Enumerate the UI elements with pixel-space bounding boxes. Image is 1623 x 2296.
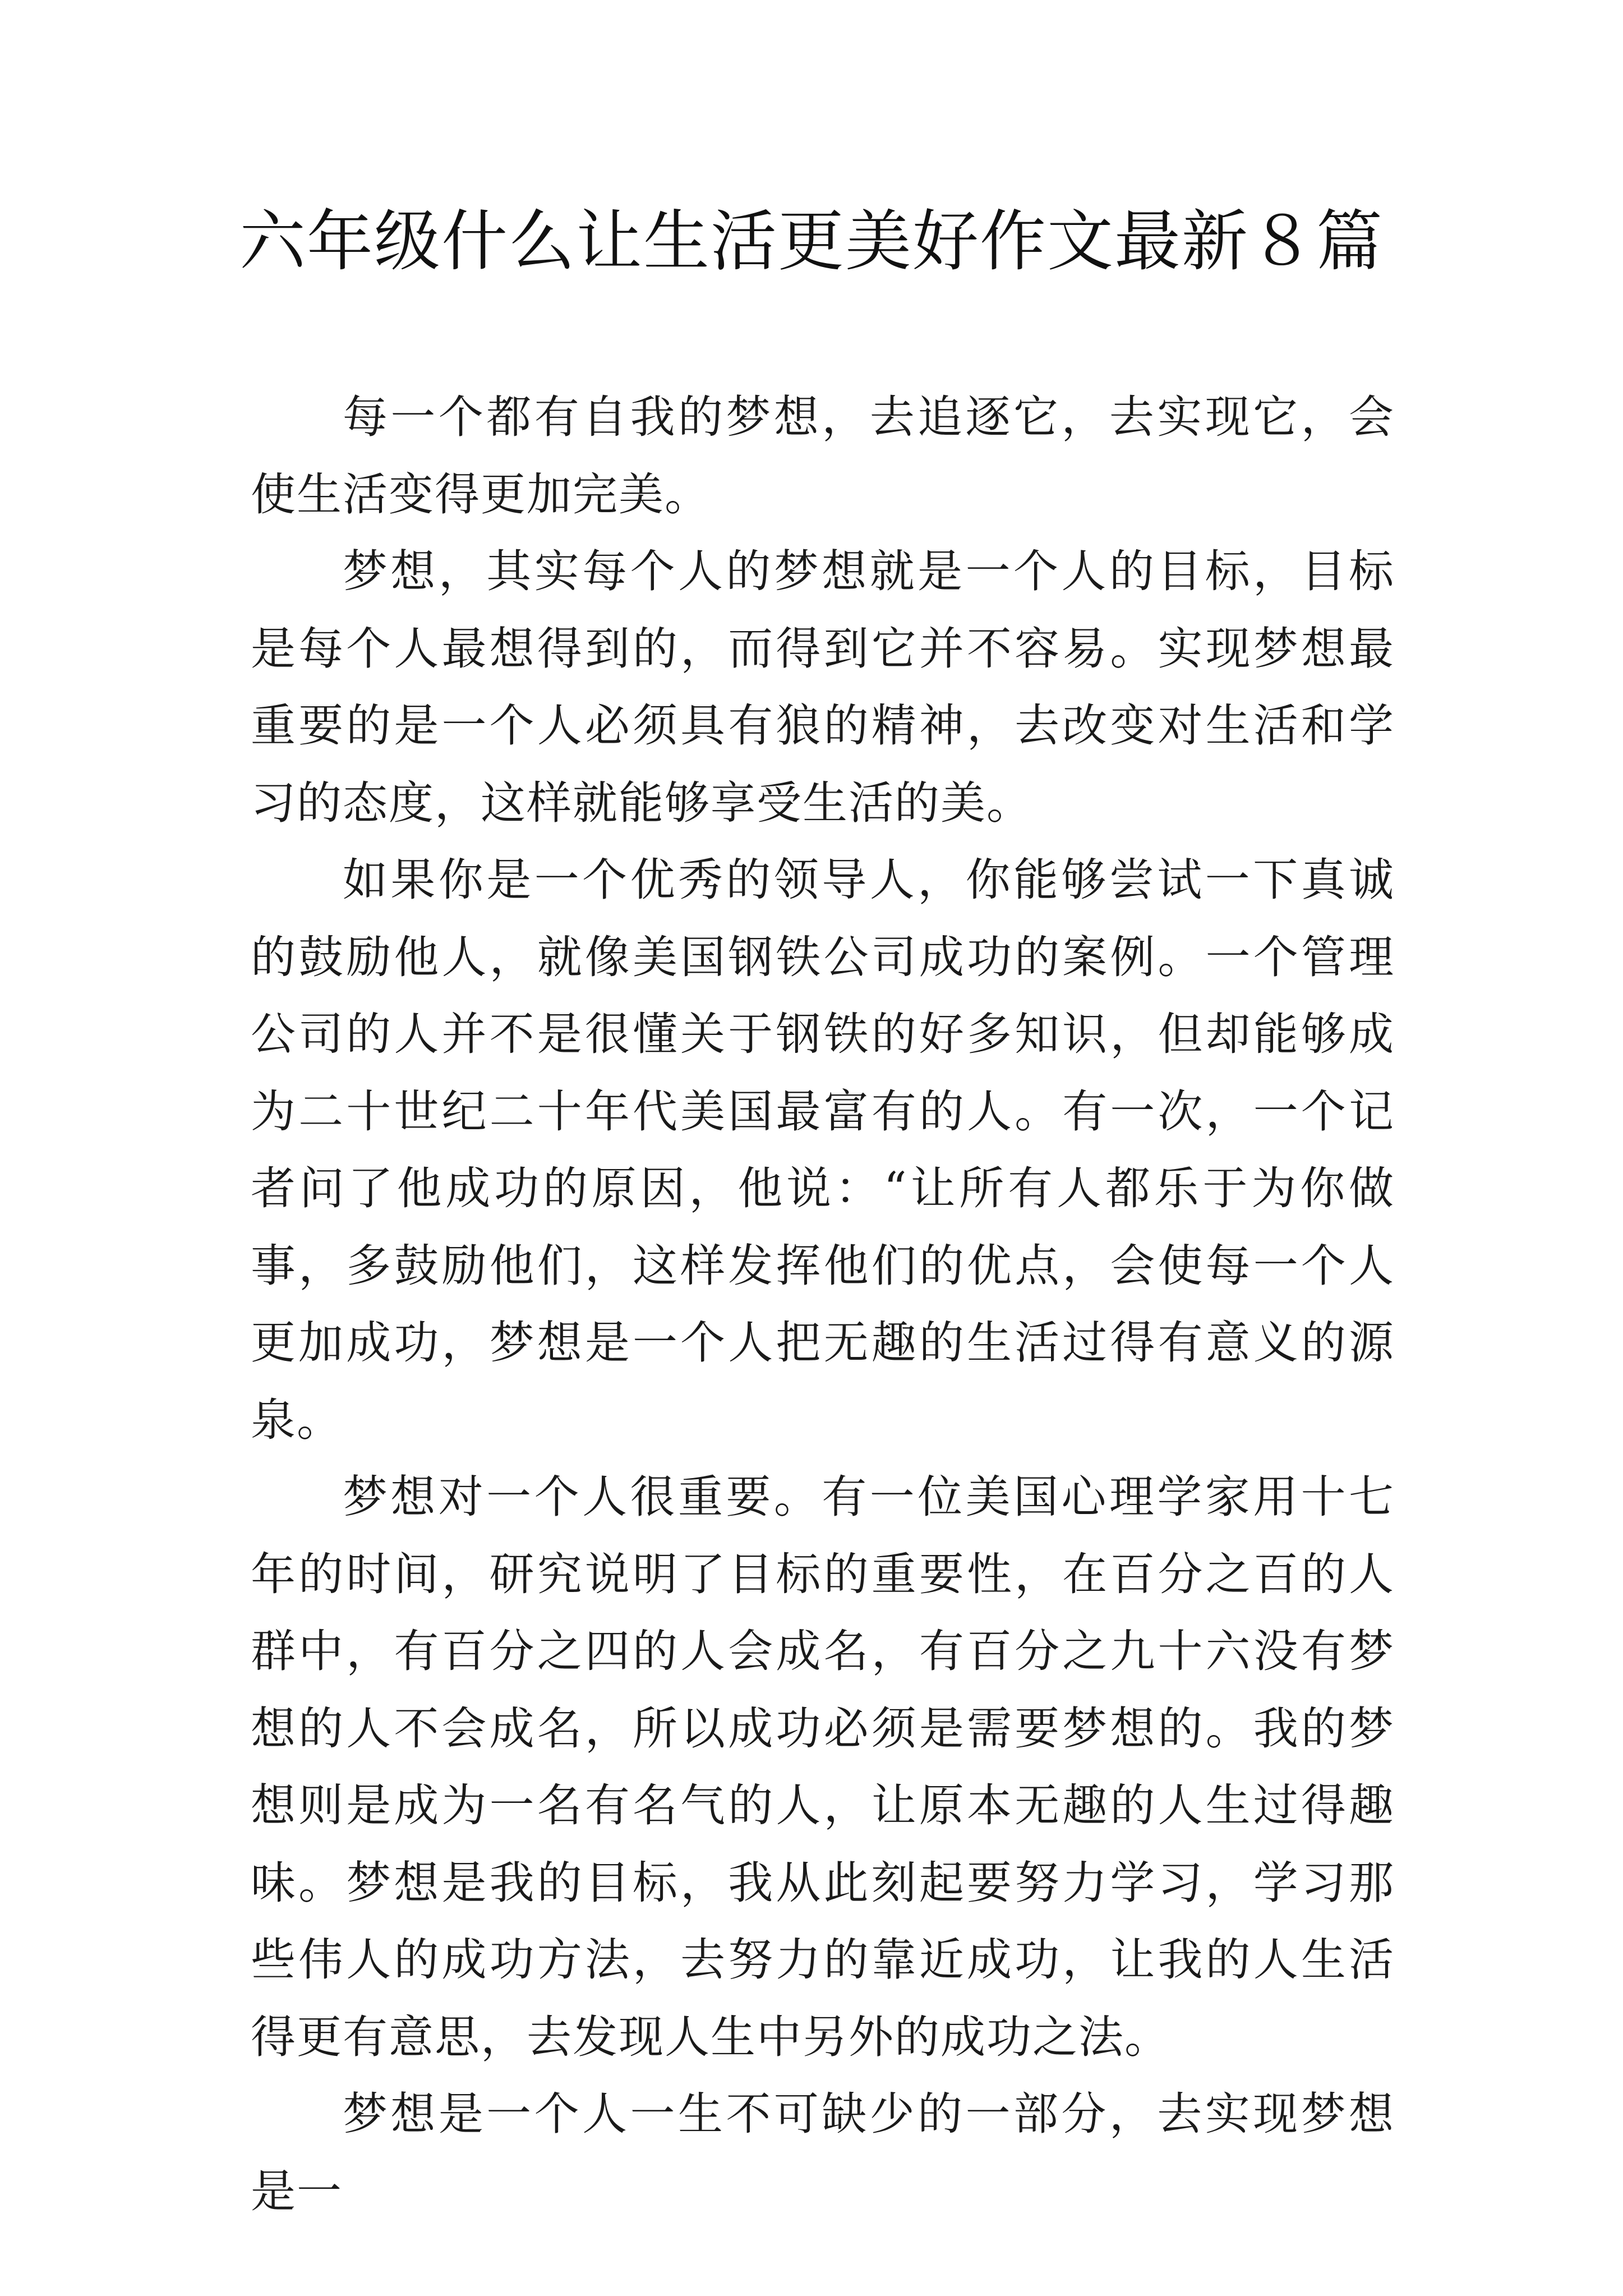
document-title: 六年级什么让生活更美好作文最新８篇 [239,203,1384,280]
paragraph: 每一个都有自我的梦想，去追逐它，去实现它，会使生活变得更加完美。 [251,391,1395,521]
paragraph: 梦想，其实每个人的梦想就是一个人的目标，目标是每个人最想得到的，而得到它并不容易。实现梦想最重要的是一个人必须具有狼的精神，去改变对生活和学习的态度，这样就能够享受生活的美。 [251,545,1395,829]
paragraph: 如果你是一个优秀的领导人，你能够尝试一下真诚的鼓励他人，就像美国钢铁公司成功的案例。一个管理公司的人并不是很懂关于钢铁的好多知识，但却能够成为二十世纪二十年代美国最富有的人。有一次，一个记者问了他成功的原因，他说：“让所有人都乐于为你做事，多鼓励他们，这样发挥他们的优点，会使每一个人更加成功，梦想是一个人把无趣的生活过得有意义的源泉。 [251,854,1395,1446]
paragraph: 梦想是一个人一生不可缺少的一部分，去实现梦想是一 [251,2088,1395,2217]
paragraph: 梦想对一个人很重要。有一位美国心理学家用十七年的时间，研究说明了目标的重要性，在百分之百的人群中，有百分之四的人会成名，有百分之九十六没有梦想的人不会成名，所以成功必须是需要梦想的。我的梦想则是成为一名有名气的人，让原本无趣的人生过得趣味。梦想是我的目标，我从此刻起要努力学习，学习那些伟人的成功方法，去努力的靠近成功，让我的人生活得更有意思，去发现人生中另外的成功之法。 [251,1471,1395,2063]
document-body [251,379,1395,2230]
